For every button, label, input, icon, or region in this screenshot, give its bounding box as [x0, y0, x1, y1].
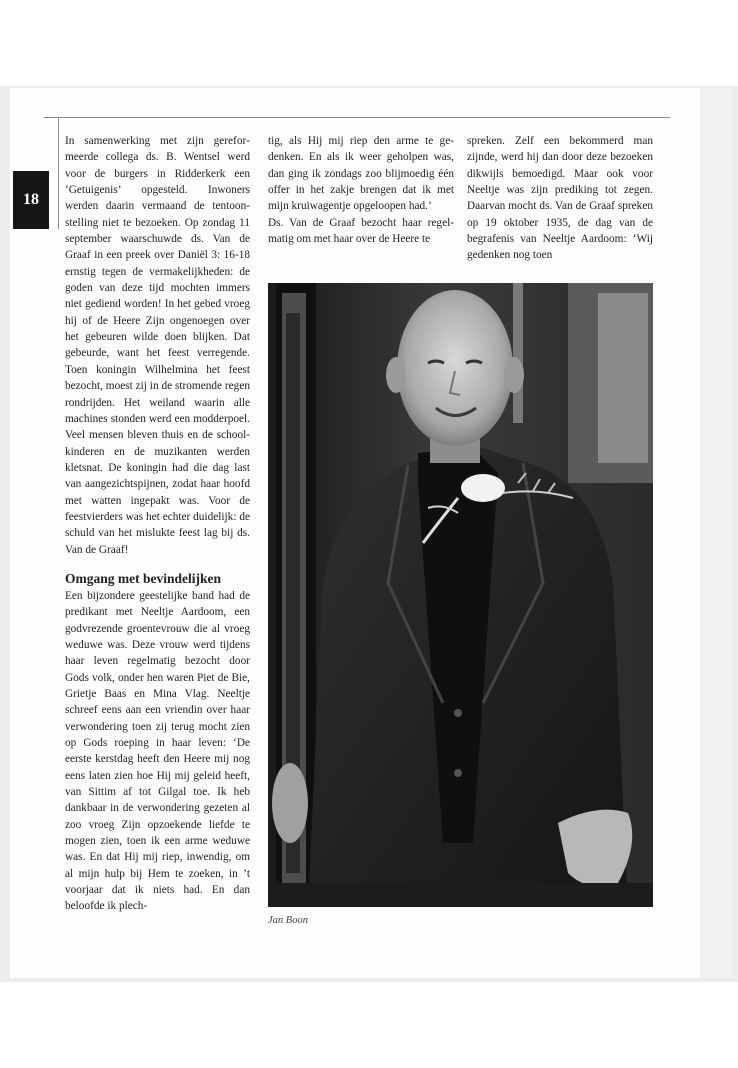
- header-rule: [44, 117, 670, 118]
- section-heading: Omgang met bevindelijken: [65, 570, 222, 586]
- page-number-tab: [13, 171, 49, 229]
- text-column-3: [467, 133, 653, 264]
- text-column-1: [65, 133, 250, 915]
- paragraph: Een bijzondere geestelijke band had de predikant met Neeltje Aardoom, een godvrezende groentevrouw die al vroeg weduwe was. Deze vrouw werd tijdens haar leven regelmatig bezocht door Gods volk, onder hen waren Piet de Bie, Grietje Baas en Mina Vlag. Neeltje schreef eens aan een vriendin over haar verwondering toen zij terug mocht zien op Gods roeping in haar leven: ‘De eerste kerstdag heeft den Heere mij nog eens laten zien hoe Hij mij geleid heeft, van Sittim af tot Gilgal toe. Ik heb dankbaar in de verwondering gezeten al zoo vroeg Zijn opzoekende liefde te mogen zien, toen ik een arme weduwe was. En dat Hij mij riep, inwendig, om al mijn hulp bij Hem te zoeken, in ’t voorjaar dat ik niets had. En dan beloofde ik plech-: [65, 589, 250, 913]
- photo-caption: Jan Boon: [268, 915, 308, 926]
- next-page-edge: [700, 88, 732, 978]
- text-column-2: [268, 133, 454, 247]
- paragraph: Ds. Van de Graaf bezocht haar regelmatig om met haar over de Heere te: [268, 216, 454, 246]
- margin-rule: [58, 117, 59, 229]
- paragraph: spreken. Zelf een bekommerd man zijnde, werd hij dan door deze bezoeken dikwijls bemoedigd. Maar ook voor Neeltje was zijn prediking tot zegen. Daarvan mocht ds. Van de Graaf spreken op 19 oktober 1935, de dag van de begrafenis van Neeltje Aardoom: ‘Wij gedenken nog toen: [467, 135, 653, 262]
- portrait-illustration: [268, 283, 653, 907]
- page-number: 18: [23, 191, 39, 208]
- paragraph: tig, als Hij mij riep den arme te gedenken. En als ik weer geholpen was, dan ging ik zondags zoo blijmoedig één offer in het zakje brengen dat ik met mijn kruiwagentje opgeloopen had.’: [268, 135, 454, 213]
- portrait-photo: [268, 283, 653, 907]
- paragraph: In samenwerking met zijn gereformeerde collega ds. B. Wentsel werd voor de burgers in Ridderkerk een ‘Getuigenis’ opgesteld. Inwoners werden daarin vermaand de tentoonstelling niet te bezoeken. Op zondag 11 september waarschuwde ds. Van de Graaf in een preek over Daniël 3: 16-18 ernstig tegen de vermakelijkheden: de goden van deze tijd mochten immers niet gediend worden! In het gebed vroeg hij of de Heere Zijn ongenoegen over het gebeuren wilde doen blijken. Dat gebeurde, want het feest verregende. Toen koningin Wilhelmina het feest bezocht, moest zij in de stromende regen rondrijden. Het weiland waarin alle machines stonden werd een modderpoel. Veel mensen bleven thuis en de schoolkinderen en de muzikanten werden kletsnat. De koningin had die dag last van aangezichtspijnen, zodat haar hoofd met watten ingepakt was. Voor de feestvierders was het echter duidelijk: de schuld van het mislukte feest lag bij ds. Van de Graaf!: [65, 135, 250, 556]
